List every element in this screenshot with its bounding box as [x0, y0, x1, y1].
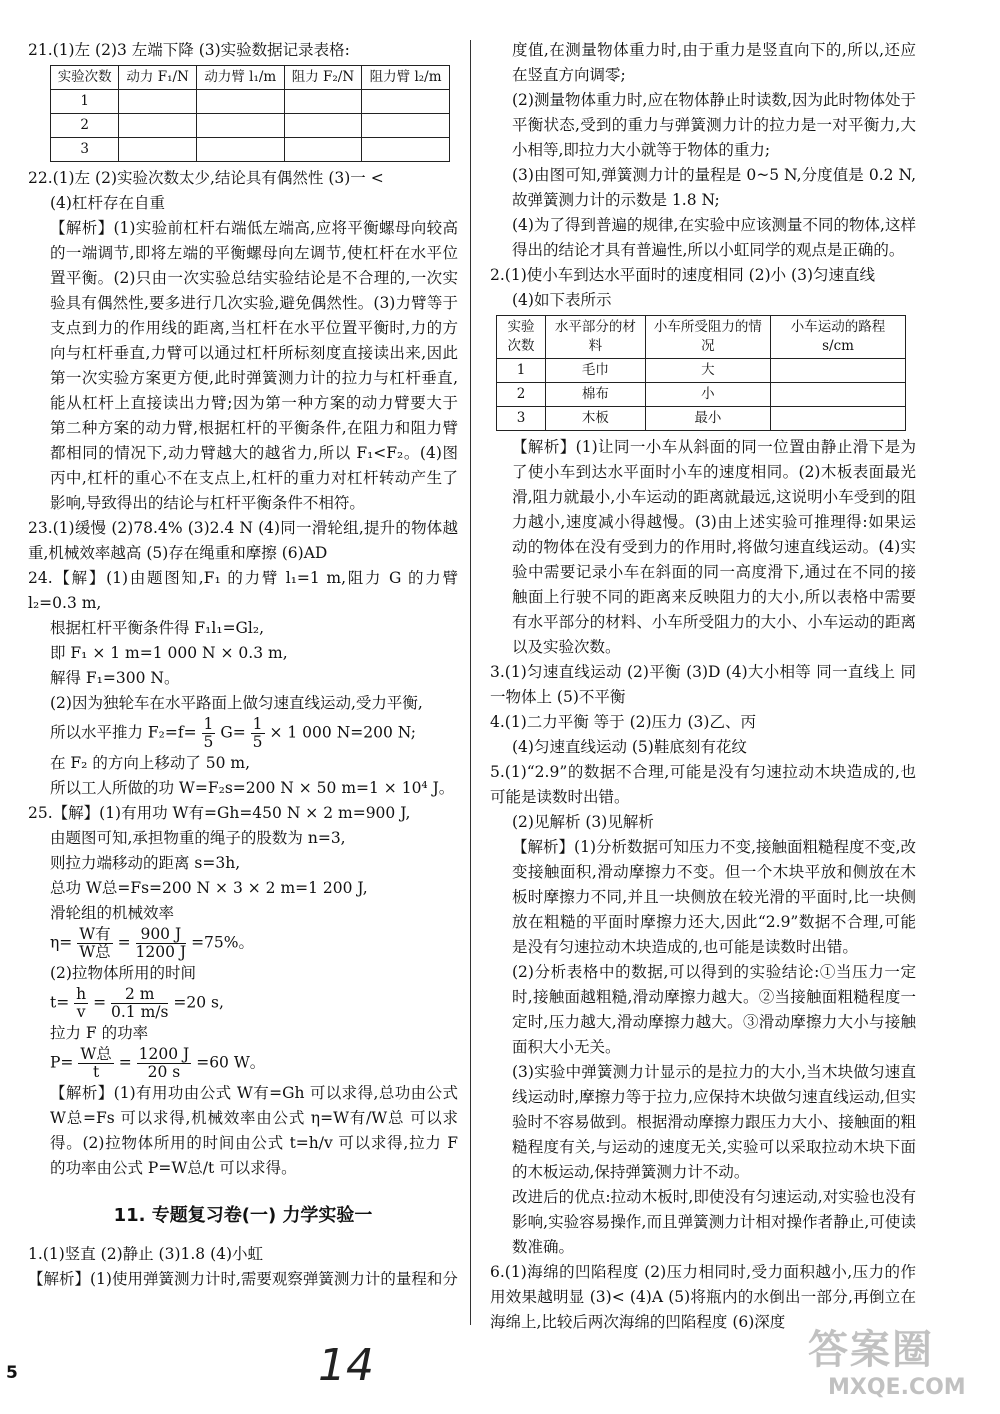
table-row [51, 138, 450, 162]
fraction: $\frac{2 m}{0.1 m/s}$ [111, 985, 169, 1021]
answer-24-line: 24.【解】(1)由题图知,F₁ 的力臂 l₁=1 m,阻力 G 的力臂 l₂=0.3 m, [28, 569, 458, 612]
fraction: $\frac{1}{5}$ [252, 715, 263, 751]
table-row [497, 359, 906, 383]
answer-25-line: 则拉力端移动的距离 s=3h, [50, 854, 241, 872]
analysis-1-part3: (3)由图可知,弹簧测力计的量程是 0~5 N,分度值是 0.2 N,故弹簧测力计的示数是 1.8 N; [512, 166, 916, 209]
table-cell: 毛巾 [546, 359, 646, 383]
analysis-2: 【解析】(1)让同一小车从斜面的同一位置由静止滑下是为了使小车到达水平面时小车的速度相同。(2)木板表面最光滑,阻力就最小,小车运动的距离就最远,这说明小车受到的阻力越小,速度减小得越慢。(3)由上述实验可推理得:如果运动的物体在没有受到力的作用时,将做匀速直线运动。(4)实验中需要记录小车在斜面的同一高度滑下,通过在不同的接触面上行驶不同的距离来反映阻力的大小,所以表格中需要有水平部分的材料、小车所受阻力的大小、小车运动的距离以及实验次数。 [512, 438, 916, 656]
table-row [51, 114, 450, 138]
watermark-logo [808, 1318, 966, 1400]
answer-24-line: 在 F₂ 的方向上移动了 50 m, [50, 754, 251, 772]
table-cell: 最小 [645, 407, 770, 431]
answer-5: 5.(1)“2.9”的数据不合理,可能是没有匀速拉动木块造成的,也可能是读数时出错。 [490, 763, 916, 806]
analysis-5: 【解析】(1)分析数据可知压力不变,接触面粗糙程度不变,改变接触面积,滑动摩擦力不变。但一个木块平放和侧放在木板时摩擦力不同,并且一块侧放在较光滑的平面时,比一块侧放在粗糙的平面时摩擦力还大,因此“2.9”数据不合理,可能是没有匀速拉动木块造成的,也可能是读数时出错。 [512, 838, 916, 956]
answer-24-line: 根据杠杆平衡条件得 F₁l₁=Gl₂, [50, 619, 265, 637]
table-header-cell: 阻力臂 l₂/m [362, 66, 450, 90]
answer-25-line: 25.【解】(1)有用功 W有=Gh=450 N × 2 m=900 J, [28, 804, 411, 822]
table-cell: 小 [645, 383, 770, 407]
table-cell: 3 [497, 407, 546, 431]
table-cell: 棉布 [546, 383, 646, 407]
answer-24-line: 所以工人所做的功 W=F₂s=200 N × 50 m=1 × 10⁴ J。 [50, 779, 455, 797]
time-formula: t= $\frac{h}{v}$ = $\frac{2 m}{0.1 m/s}$ =20 s, [50, 985, 224, 1021]
answer-22: 22.(1)左 (2)实验次数太少,结论具有偶然性 (3)一 < [28, 169, 384, 187]
table-header-cell: 阻力 F₂/N [284, 66, 362, 90]
table-header-cell: 实验次数 [497, 316, 546, 359]
power-label: 拉力 F 的功率 [50, 1024, 149, 1042]
fraction: $\frac{\text{W总}}{t}$ [80, 1045, 112, 1081]
answer-24-line: (2)因为独轮车在水平路面上做匀速直线运动,受力平衡, [50, 694, 423, 712]
answer-5-part2: (2)见解析 (3)见解析 [512, 813, 654, 831]
analysis-25: 【解析】(1)有用功由公式 W有=Gh 可以求得,总功由公式 W总=Fs 可以求得,机械效率由公式 η=W有/W总 可以求得。(2)拉物体所用的时间由公式 t=h/v 可以求得,拉力 F 的功率由公式 P=W总/t 可以求得。 [50, 1084, 458, 1177]
analysis-5-part2: (2)分析表格中的数据,可以得到的实验结论:①当压力一定时,接触面越粗糙,滑动摩擦力越大。②当接触面粗糙程度一定时,压力越大,滑动摩擦力越大。③滑动摩擦力大小与接触面积大小无关。 [512, 963, 916, 1056]
table-header-cell: 水平部分的材料 [546, 316, 646, 359]
table-cell: 2 [51, 114, 119, 138]
fraction: $\frac{900 J}{1200 J}$ [135, 925, 187, 961]
table-row [51, 90, 450, 114]
answer-25-line: 总功 W总=Fs=200 N × 3 × 2 m=1 200 J, [50, 879, 368, 897]
fraction: $\frac{h}{v}$ [76, 985, 87, 1021]
section-analysis-1: 【解析】(1)使用弹簧测力计时,需要观察弹簧测力计的量程和分 [28, 1270, 458, 1288]
table-row [497, 407, 906, 431]
left-column [28, 38, 458, 1292]
table-cell: 大 [645, 359, 770, 383]
table-cell: 1 [51, 90, 119, 114]
analysis-22: 【解析】(1)实验前杠杆右端低左端高,应将平衡螺母向较高的一端调节,即将左端的平衡螺母向左调节,使杠杆在水平位置平衡。(2)只由一次实验总结实验结论是不合理的,一次实验具有偶然性,要多进行几次实验,避免偶然性。(3)力臂等于支点到力的作用线的距离,当杠杆在水平位置平衡时,力的方向与杠杆垂直,力臂可以通过杠杆所标刻度直接读出来,因此第一次实验方案更方便,此时弹簧测力计的拉力与杠杆垂直,能从杠杆上直接读出力臂;因为第一种方案的动力臂要大于第二种方案的动力臂,根据杠杆的平衡条件,在阻力和阻力臂都相同的情况下,动力臂越大的越省力,所以 F₁<F₂。(4)图丙中,杠杆的重心不在支点上,杠杆的重力对杠杆转动产生了影响,导致得出的结论与杠杆平衡条件不相符。 [50, 219, 458, 512]
analysis-1-cont: 度值,在测量物体重力时,由于重力是竖直向下的,所以,还应在竖直方向调零; [512, 41, 916, 84]
table-cell: 3 [51, 138, 119, 162]
answer-2-part4: (4)如下表所示 [512, 291, 612, 309]
table-cell: 1 [497, 359, 546, 383]
handwritten-number: 14 [318, 1340, 374, 1391]
efficiency-formula: η= $\frac{\text{W有}}{\text{W总}}$ = $\frac{900 J}{1200 J}$ =75%。 [50, 925, 255, 961]
analysis-1-part2: (2)测量物体重力时,应在物体静止时读数,因为此时物体处于平衡状态,受到的重力与弹簧测力计的拉力是一对平衡力,大小相等,即拉力大小就等于物体的重力; [512, 91, 916, 159]
answer-6: 6.(1)海绵的凹陷程度 (2)压力相同时,受力面积越小,压力的作用效果越明显 (3)< (4)A (5)将瓶内的水倒出一部分,再倒立在海绵上,比较后两次海绵的凹陷程度 (6)深度 [490, 1263, 916, 1331]
table-header-cell: 小车运动的路程 s/cm [771, 316, 906, 359]
table-header-cell: 小车所受阻力的情况 [645, 316, 770, 359]
table-header-cell: 动力臂 l₁/m [196, 66, 284, 90]
page-number: 5 [6, 1363, 18, 1383]
answer-25-line: 由题图可知,承担物重的绳子的股数为 n=3, [50, 829, 346, 847]
answer-4-part4: (4)匀速直线运动 (5)鞋底刻有花纹 [512, 738, 747, 756]
analysis-5-part3: (3)实验中弹簧测力计显示的是拉力的大小,当木块做匀速直线运动时,摩擦力等于拉力,应保持木块做匀速直线运动,但实验时不容易做到。根据滑动摩擦力跟压力大小、接触面的粗糙程度有关,与运动的速度无关,实验可以采取拉动木块下面的木板运动,保持弹簧测力计不动。 [512, 1063, 916, 1181]
table-header-row [51, 66, 450, 90]
table-header-row [497, 316, 906, 359]
answer-3: 3.(1)匀速直线运动 (2)平衡 (3)D (4)大小相等 同一直线上 同一物体上 (5)不平衡 [490, 663, 916, 706]
table-row [497, 383, 906, 407]
answer-21: 21.(1)左 (2)3 左端下降 (3)实验数据记录表格: [28, 41, 350, 59]
answer-24-line: 即 F₁ × 1 m=1 000 N × 0.3 m, [50, 644, 288, 662]
analysis-1-part4: (4)为了得到普遍的规律,在实验中应该测量不同的物体,这样得出的结论才具有普遍性,所以小虹同学的观点是正确的。 [512, 216, 916, 259]
fraction: $\frac{1}{5}$ [203, 715, 214, 751]
time-label: (2)拉物体所用的时间 [50, 964, 196, 982]
analysis-5-improvement: 改进后的优点:拉动木板时,即使没有匀速运动,对实验也没有影响,实验容易操作,而且弹簧测力计相对操作者静止,可使读数准确。 [512, 1188, 916, 1256]
section-answer-1: 1.(1)竖直 (2)静止 (3)1.8 (4)小虹 [28, 1245, 264, 1263]
answer-4: 4.(1)二力平衡 等于 (2)压力 (3)乙、丙 [490, 713, 756, 731]
answer-25-line: 滑轮组的机械效率 [50, 904, 175, 922]
table-cell: 2 [497, 383, 546, 407]
table-cell: 木板 [546, 407, 646, 431]
section-title: 11. 专题复习卷(一) 力学实验一 [113, 1205, 373, 1226]
table-header-cell: 实验次数 [51, 66, 119, 90]
cart-data-table [496, 315, 906, 431]
fraction: $\frac{1200 J}{20 s}$ [138, 1045, 190, 1081]
watermark-main: 答案圈 [808, 1327, 934, 1373]
answer-23: 23.(1)缓慢 (2)78.4% (3)2.4 N (4)同一滑轮组,提升的物体越重,机械效率越高 (5)存在绳重和摩擦 (6)AD [28, 519, 458, 562]
column-divider [470, 40, 471, 1325]
watermark-url: MXQE.COM [828, 1375, 966, 1400]
right-column [490, 38, 916, 1335]
answer-2: 2.(1)使小车到达水平面时的速度相同 (2)小 (3)匀速直线 [490, 266, 876, 284]
fraction: $\frac{\text{W有}}{\text{W总}}$ [79, 925, 111, 961]
answer-24-line: 解得 F₁=300 N。 [50, 669, 180, 687]
power-formula: P= $\frac{\text{W总}}{t}$ = $\frac{1200 J}{20 s}$ =60 W。 [50, 1045, 266, 1081]
table-header-cell: 动力 F₁/N [119, 66, 197, 90]
answer-22-part4: (4)杠杆存在自重 [50, 194, 165, 212]
lever-data-table [50, 65, 450, 162]
push-force-formula: 所以水平推力 F₂=f= $\frac{1}{5}$ G= $\frac{1}{5}$ × 1 000 N=200 N; [50, 715, 416, 751]
